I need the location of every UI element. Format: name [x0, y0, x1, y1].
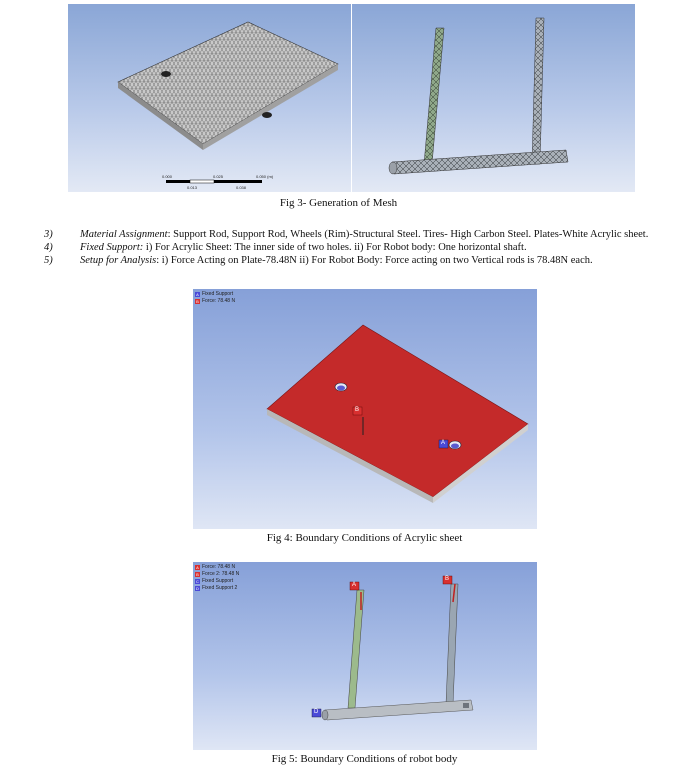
list-separator: : — [167, 229, 174, 240]
list-label: Setup for Analysis — [80, 255, 157, 266]
list-text: i) Force Acting on Plate-78.48N ii) For Robot Body: Force acting on two Vertical rods is 78.48N each. — [161, 255, 593, 266]
list-item — [44, 254, 664, 267]
legend — [195, 564, 239, 592]
legend-entry — [195, 578, 239, 585]
legend-swatch: C — [196, 579, 199, 584]
list-label: Material Assignment — [80, 229, 168, 240]
legend-entry — [195, 564, 239, 571]
legend-label: Force 2: 78.48 N — [202, 571, 240, 577]
robot-body-drawing — [193, 562, 537, 750]
mesh-plate-image — [68, 4, 351, 192]
list-item — [44, 241, 664, 254]
scale-label: 0.000 — [162, 174, 173, 179]
legend — [195, 291, 235, 305]
legend-entry — [195, 585, 239, 592]
legend-swatch: A — [196, 292, 199, 297]
numbered-list — [44, 228, 664, 267]
scale-label: 0.050 (m) — [256, 174, 274, 179]
legend-swatch: A — [196, 565, 199, 570]
legend-label: Fixed Support — [202, 578, 234, 584]
scale-label: 0.013 — [187, 185, 198, 190]
mesh-plate-drawing — [68, 4, 351, 192]
legend-swatch: B — [196, 572, 199, 577]
acrylic-sheet-drawing — [193, 289, 537, 529]
list-number: 5) — [44, 255, 53, 266]
legend-label: Fixed Support 2 — [202, 585, 238, 591]
support-marker-label: D — [314, 709, 319, 715]
legend-swatch: B — [196, 299, 199, 304]
robot-body-boundary-image — [193, 562, 537, 750]
list-number: 3) — [44, 229, 53, 240]
list-text: i) For Acrylic Sheet: The inner side of two holes. ii) For Robot body: One horizontal shaft. — [145, 242, 527, 253]
legend-entry — [195, 298, 235, 305]
force-marker-label: B — [445, 576, 450, 582]
support-marker-label: A — [441, 440, 446, 446]
legend-entry — [195, 571, 239, 578]
scale-label: 0.038 — [236, 185, 247, 190]
list-separator: : — [156, 255, 162, 266]
list-item — [44, 228, 664, 241]
list-label: Fixed Support: — [80, 242, 144, 253]
scale-label: 0.025 — [213, 174, 224, 179]
mesh-robot-body-drawing — [352, 4, 635, 192]
list-number: 4) — [44, 242, 53, 253]
acrylic-sheet-boundary-image — [193, 289, 537, 529]
force-marker-label: A — [352, 582, 357, 588]
legend-swatch: D — [196, 586, 199, 591]
force-marker-label: B — [355, 407, 360, 413]
figure-caption: Fig 5: Boundary Conditions of robot body — [271, 753, 458, 765]
mesh-robot-body-image — [352, 4, 635, 192]
list-text: Support Rod, Support Rod, Wheels (Rim)-Structural Steel. Tires- High Carbon Steel. Plates-White Acrylic sheet. — [173, 229, 649, 240]
legend-label: Fixed Support — [202, 291, 234, 297]
legend-label: Force: 78.48 N — [202, 564, 236, 570]
figure-caption: Fig 3- Generation of Mesh — [279, 197, 398, 209]
legend-label: Force: 78.48 N — [202, 298, 236, 304]
figure-caption: Fig 4: Boundary Conditions of Acrylic sheet — [266, 532, 463, 544]
legend-entry — [195, 291, 235, 298]
